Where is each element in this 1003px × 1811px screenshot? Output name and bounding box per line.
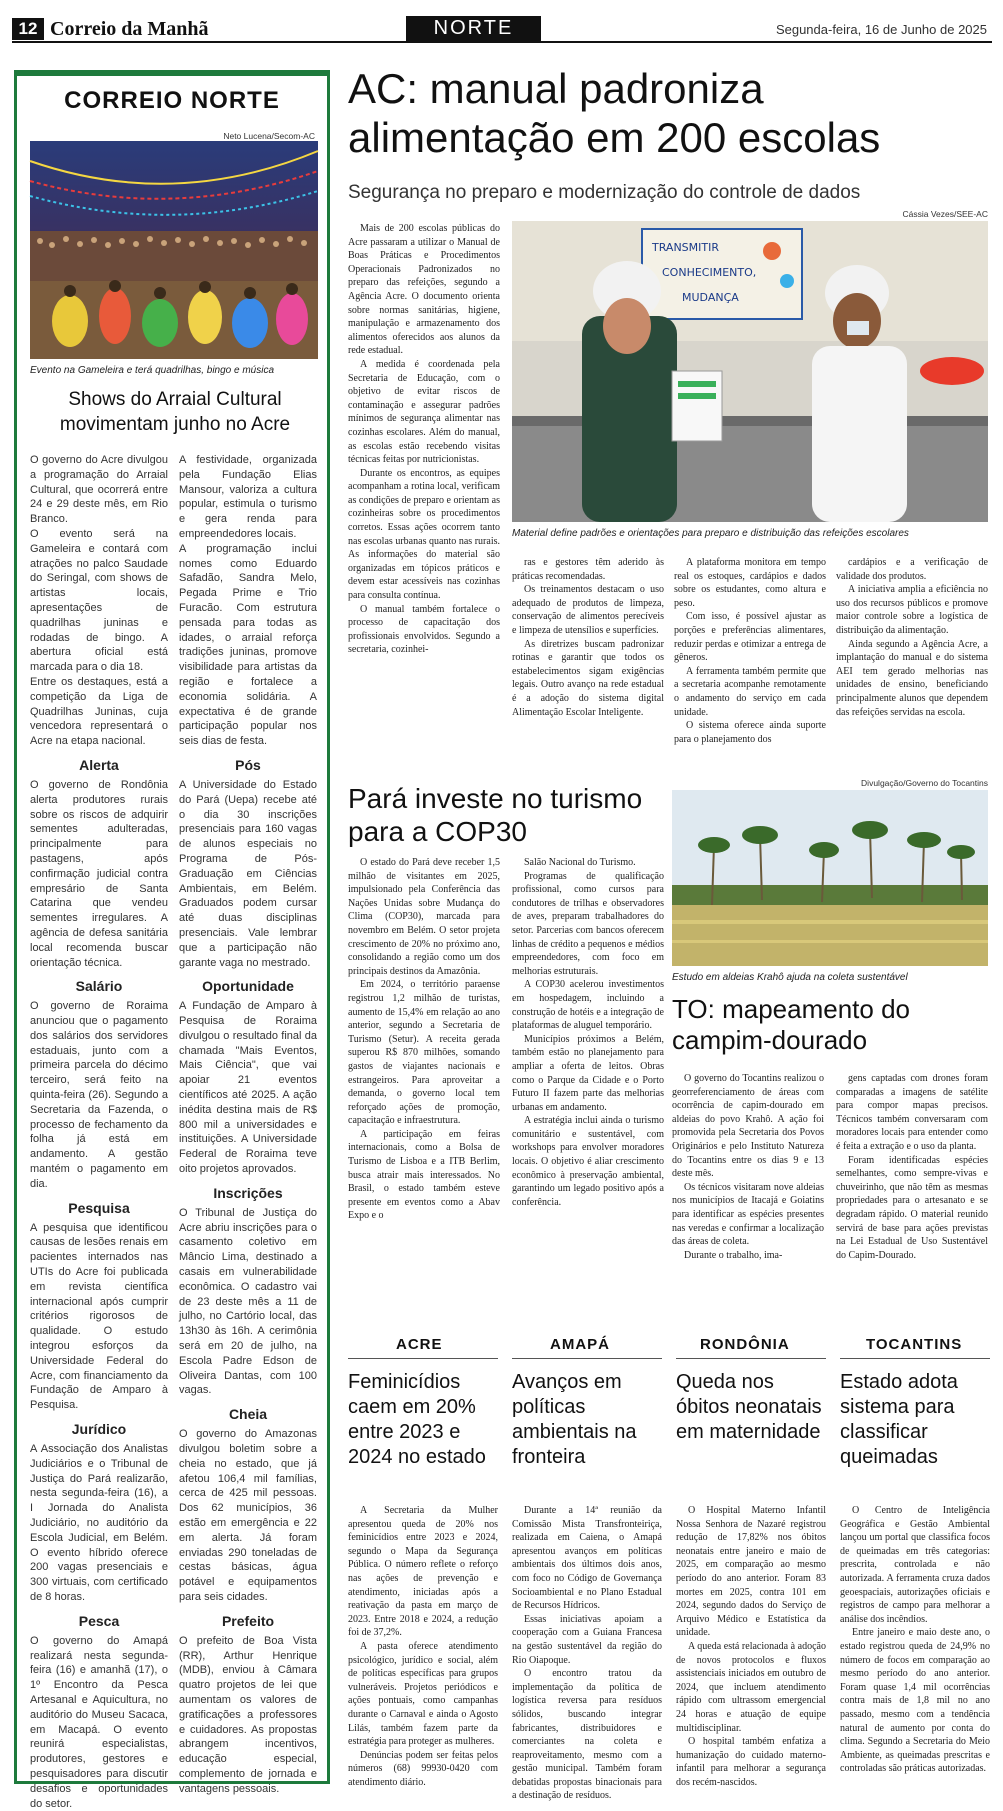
page-header [0,0,1003,40]
photo-caption: Evento na Gameleira e terá quadrilhas, bingo e música [30,365,275,376]
article-paragraph: As diretrizes buscam padronizar rotinas e garantir que todos os estabelecimentos sigam exigências legais. Outro avanço na rede estadual é a adoção do sistema digital Alimentação Escolar Inteligente. [512,638,664,718]
main-subheadline: Segurança no preparo e modernização do controle de dados [348,182,861,203]
to-article-column-2 [836,1072,988,1262]
article-paragraph: A pasta oferece atendimento psicológico, jurídico e social, além de políticas específicas para grupos vulneráveis. Projetos periódicos e ações pontuais, como campanhas durante o Carnaval e ainda o Agosto Lilás, também fazem parte da estratégia para proteger as mulheres. [348,1640,498,1748]
article-paragraph: O encontro tratou da implementação da política de logística reversa para resíduos sólidos, buscando integrar fabricantes, distribuidores e comerciantes na coleta e reaproveitamento, mesmo com a gestão municipal. Também foram debatidas propostas binacionais para a destinação de resíduos. [512,1668,662,1802]
pa-article-column-2 [512,856,664,1209]
article-paragraph: A iniciativa amplia a eficiência no uso dos recursos públicos e promove maior controle sobre a logística de distribuição da alimentação. [836,584,988,636]
article-paragraph: Mais de 200 escolas públicas do Acre passaram a utilizar o Manual de Boas Práticas e Procedimentos Operacionais Padronizados no preparo das refeições, segundo a Agência Acre. O documento orienta sobre normas sanitárias, higiene, manipulação e armazenamento dos alimentos oferecidos aos alunos da rede estadual. [348,223,500,357]
article-paragraph: Os técnicos visitaram nove aldeias nos municípios de Itacajá e Goiatins para identificar as espécies presentes nas veredas e confirmar a localização das áreas de coleta. [672,1181,824,1248]
brief-paragraph: Entre os destaques, está a competição da Liga de Quadrilhas Juninas, cuja vencedora representará o Acre na etapa nacional. [30,675,168,748]
brief-heading: Pesca [78,1612,120,1629]
sidebar-right-column [179,453,317,1797]
tocantins-headline: Estado adota sistema para classificar queimadas [840,1371,958,1468]
brief-paragraph: A pesquisa que identificou causas de lesões renais em pacientes internados nas UTIs do Acre foi publicada em revista científica internacional após cumprir critérios rigorosos de qualidade. O estudo integrou esforços da Universidade Federal do Acre, com financiamento da Fundação de Amparo à Pesquisa. [30,1221,168,1412]
main-headline: AC: manual padroniza alimentação em 200 escolas [348,65,881,161]
state-label-rondonia: RONDÔNIA [700,1336,790,1353]
article-paragraph: Durante o trabalho, ima- [684,1249,783,1261]
article-paragraph: Denúncias podem ser feitas pelos números (68) 99930-0420 com atendimento diário. [348,1749,498,1788]
festival-photo [30,141,318,359]
page-number: 12 [12,18,44,40]
board-text-line-2: CONHECIMENTO, [662,266,757,279]
article-paragraph: Em 2024, o território paraense registrou 1,2 milhão de turistas, aumento de 15,4% em relação ao ano anterior, segundo a Secretaria de Turismo (Setur). A receita gerada superou R$ 870 milhões, somando gastos de viajantes nacionais e estrangeiros. Para aproveitar a demanda, o governo local tem reforçado ações de promoção, capacitação e infraestrutura. [348,979,500,1127]
state-label-amapa: AMAPÁ [550,1336,610,1353]
article-paragraph: A medida é coordenada pela Secretaria de Educação, com o objetivo de evitar riscos de contaminação e assegurar padrões mínimos de segurança alimentar nas cozinhas escolares. Além do manual, as escolas estão recebendo visitas técnicas feitas por nutricionistas. [348,358,500,466]
article-paragraph: Municípios próximos a Belém, também estão no planejamento para ampliar a oferta de leitos. Obras como o Parque da Cidade e o Porto Futuro II fazem parte das melhorias urbanas em andamento. [512,1033,664,1113]
brief-paragraph: A Universidade do Estado do Pará (Uepa) recebe até o dia 30 inscrições presenciais para 160 vagas de alunos especiais no Programa de Pós-Graduação em Ciências Ambientais, em Belém. Graduados podem cursar até duas disciplinas presenciais. Vale lembrar que a participação não garante vaga no mestrado. [179,778,317,969]
state-divider [840,1358,990,1359]
photo-credit: Divulgação/Governo do Tocantins [861,778,988,788]
article-paragraph: Durante a 14ª reunião da Comissão Mista Transfronteiriça, realizada em Caiena, o Amapá apresentou avanços em políticas ambientais dos últimos dois anos, com foco no Código de Governança Socioambiental e no Plano Estadual de Recursos Hídricos. [512,1505,662,1612]
board-text-line-1: TRANSMITIR [652,241,719,254]
sidebar-title: CORREIO NORTE [64,87,280,114]
article-paragraph: O sistema oferece ainda suporte para o planejamento dos [674,720,826,745]
state-label-acre: ACRE [396,1336,443,1353]
article-paragraph: gens captadas com drones foram comparadas a imagens de satélite para compor mapas precisos. Técnicos também conversaram com moradores locais para entender como é feita a extração e o uso da planta. [836,1073,988,1152]
brief-paragraph: O evento será na Gameleira e contará com atrações no palco Saudade do Seringal, com shows de artistas locais, apresentações de quadrilhas juninas e rodadas de bingo. A abertura oficial está marcada para o dia 18. [30,527,168,674]
brief-paragraph: A Fundação de Amparo à Pesquisa de Roraima divulgou o resultado final da chamada "Mais Eventos, Mais Ciência", que vai apoiar 21 eventos científicos até 2025. A ação inédita destina mais de R$ 800 mil a universidades e instituições. A Universidade Federal de Roraima teve oito projetos aprovados. [179,1000,317,1176]
state-divider [512,1358,662,1359]
state-divider [348,1358,498,1359]
article-paragraph: A ferramenta também permite que a secretaria acompanhe remotamente o andamento do serviço em cada unidade. [674,665,826,718]
photo-caption: Material define padrões e orientações para preparo e distribuição das refeições escolares [512,528,909,539]
article-paragraph: A plataforma monitora em tempo real os estoques, cardápios e dados sobre os estudantes, como altura e peso. [674,557,826,609]
photo-credit: Cássia Vezes/SEE-AC [902,209,988,219]
ac-article-column-1 [348,222,500,657]
sidebar-correio-norte [14,72,330,1810]
section-label: NORTE [406,16,541,41]
article-paragraph: O Centro de Inteligência Geográfica e Gestão Ambiental lançou um portal que classifica focos de queimadas em três categorias: prescrita, controlada e não autorizada. A ferramenta cruza dados geoespaciais, autorizações oficiais e registros de campo para melhorar a análise dos incêndios. [840,1505,990,1625]
issue-date: Segunda-feira, 16 de Junho de 2025 [775,22,987,37]
article-paragraph: A participação em feiras internacionais, como a Bolsa de Turismo de Lisboa e a ITB Berlim, busca atrair mais interessados. No Brasil, o estado também esteve presente em eventos como a Abav Expo e o [348,1128,500,1222]
brief-paragraph: O governo do Amazonas divulgou boletim sobre a cheia no estado, que já afetou 106,4 mil famílias, cerca de 425 mil pessoas. Dos 62 municípios, 36 estão em emergência e 22 em alerta. Já foram enviadas 290 toneladas de cestas básicas, água potável e equipamentos para seis cidades. [179,1428,317,1603]
article-paragraph: A Secretaria da Mulher apresentou queda de 20% nos feminicídios entre 2023 e 2024, segundo o Mapa da Segurança Pública. O número reflete o reforço nas ações de prevenção e atendimento, iniciadas após a reativação da pasta em março de 2023. Entre 2018 e 2024, a redução foi de 37,2%. [348,1505,498,1639]
sidebar-headline: Shows do Arraial Cultural movimentam junho no Acre [59,389,291,435]
to-article-column-1 [672,1072,824,1262]
pa-headline: Pará investe no turismo para a COP30 [348,783,643,847]
pa-article-column-1 [348,856,500,1223]
brief-heading: Salário [75,978,123,995]
brief-paragraph: A programação inclui nomes como Eduardo Safadão, Sandra Melo, Pegada Prime e Trio Furacão. Com estrutura pensada para todas as idades, o arraial reforça tradições juninas, promove visibilidade para artistas da região e fortalece a economia solidária. A expectativa é de grande participação popular nos seis dias de festa. [179,542,317,748]
amapa-headline: Avanços em políticas ambientais na fronteira [512,1371,637,1468]
article-paragraph: ras e gestores têm aderido às práticas recomendadas. [512,557,664,582]
article-paragraph: Os treinamentos destacam o uso adequado de produtos de limpeza, conservação de alimentos perecíveis e limpeza de utensílios e superfícies. [512,584,664,636]
article-paragraph: O estado do Pará deve receber 1,5 milhão de visitantes em 2025, impulsionado pela Conferência das Nações Unidas sobre Mudança do Clima (COP30), marcada para novembro em Belém. O setor projeta crescimento de 20% no próximo ano, consolidando a região como um dos principais destinos da Amazônia. [348,857,500,977]
article-paragraph: Com isso, é possível ajustar as porções e preferências alimentares, reduzir perdas e otimizar a entrega de gêneros. [674,611,826,664]
header-divider [12,41,992,43]
brief-paragraph: O governo do Acre divulgou a programação do Arraial Cultural, que ocorrerá entre 24 e 29 deste mês, em Rio Branco. [30,454,168,526]
article-paragraph: Durante os encontros, as equipes acompanham a rotina local, verificam as condições de preparo e orientam as cozinheiras sobre os procedimentos corretos. Essas ações ocorrem tanto nas escolas urbanas quanto nas rurais. As informações do material são organizadas em tópicos práticos e devem estar acessíveis nas cozinhas para consulta contínua. [348,467,500,602]
sidebar-left-column [30,453,168,1811]
brief-paragraph: O Tribunal de Justiça do Acre abriu inscrições para o casamento coletivo em Mâncio Lima, destinado a casais em vulnerabilidade econômica. O cadastro vai de 23 deste mês a 11 de julho, no Cartório local, das 13h30 às 16h. A cerimônia será em 20 de julho, na Escola Padre Edson de Oliveira Dantas, com 100 vagas. [179,1206,317,1397]
ac-article-column-3 [674,556,826,746]
photo-credit: Neto Lucena/Secom-AC [223,131,315,141]
ac-article-column-4 [836,556,988,719]
state-divider [676,1358,826,1359]
brief-paragraph: O governo de Rondônia alerta produtores rurais sobre os riscos de adquirir sementes adulteradas, principalmente para pastagens, após confirmação judicial contra empresário de Santa Catarina que vendeu sementes irregulares. A agência de defesa sanitária local recomenda buscar orientação técnica. [30,778,168,969]
brief-paragraph: O prefeito de Boa Vista (RR), Arthur Henrique (MDB), enviou à Câmara quatro projetos de lei que aumentam os valores de gratificações a professores e cuidadores. As propostas abrangem incentivos, educação especial, complemento de jornada e vantagens pessoais. [179,1634,317,1795]
state-label-tocantins: TOCANTINS [866,1336,963,1353]
article-paragraph: O Hospital Materno Infantil Nossa Senhora de Nazaré registrou redução de 17,82% nos óbitos neonatais entre janeiro e maio de 2025, em comparação ao mesmo período do ano anterior. Foram 83 mortes em 2025, contra 101 em 2024, segundo dados do Serviço de Arquivo Médico e Estatística da unidade. [676,1505,826,1639]
brief-heading: Prefeito [221,1612,275,1629]
brief-paragraph: O governo de Roraima anunciou que o pagamento dos salários dos servidores estaduais, junto com a primeira parcela do décimo terceiro, será feito na quinta-feira (26). Segundo a Secretaria da Fazenda, o processo de fechamento da folha já está em andamento. A gestão mantém o pagamento em dia. [30,1000,168,1190]
board-text-line-3: MUDANÇA [682,291,739,304]
school-kitchen-photo [512,221,988,522]
tocantins-body [840,1504,990,1776]
article-paragraph: Essas iniciativas apoiam a cooperação com a Guiana Francesa na gestão sustentável da região do Rio Oiapoque. [512,1613,662,1666]
article-paragraph: A estratégia inclui ainda o turismo comunitário e sustentável, com workshops para envolver moradores locais. O objetivo é aliar crescimento econômico à preservação ambiental, garantindo um legado positivo após a conferência. [512,1115,664,1208]
brief-heading: Inscrições [213,1184,283,1201]
article-paragraph: Foram identificadas espécies semelhantes, como sempre-vivas e chuveirinho, que não têm as mesmas propriedades para o artesanato e se degradam rápido. O material reunido servirá de base para ações previstas na Lei Estadual de Uso Sustentável do Capim-Dourado. [836,1154,988,1261]
amapa-body [512,1504,662,1803]
rondonia-body [676,1504,826,1789]
brief-heading: Jurídico [71,1421,127,1438]
brief-heading: Pós [235,756,261,773]
brief-heading: Cheia [228,1406,268,1423]
cerrado-landscape-photo [672,790,988,966]
brief-paragraph: A festividade, organizada pela Fundação Elias Mansour, valoriza a cultura popular, estimula o turismo e gera renda para empreendedores locais. [179,454,317,540]
article-paragraph: Programas de qualificação profissional, como cursos para condutores de trilhas e observadores de aves, preparam trabalhadores do setor. Parcerias com bancos oferecem linhas de crédito a pequenos e médios empreendedores, com foco em melhorias estruturais. [512,870,664,977]
newspaper-name: Correio da Manhã [50,18,209,40]
acre-body [348,1504,498,1789]
brief-heading: Alerta [79,756,119,773]
article-paragraph: cardápios e a verificação de validade dos produtos. [836,557,988,582]
rondonia-headline: Queda nos óbitos neonatais em maternidade [676,1371,822,1443]
article-paragraph: O governo do Tocantins realizou o georreferenciamento de áreas com ocorrência de capim-dourado em aldeias do povo Krahô. A ação foi promovida pela Secretaria dos Povos Originários e pelo Instituto Natureza do Tocantins entre os dias 9 e 13 deste mês. [672,1073,824,1180]
ac-article-column-2 [512,556,664,719]
brief-heading: Pesquisa [68,1199,130,1216]
article-paragraph: A COP30 acelerou investimentos em hospedagem, incluindo a construção de hotéis e a integração de plataformas de aluguel temporário. [512,979,664,1032]
brief-paragraph: A Associação dos Analistas Judiciários e o Tribunal de Justiça do Pará realizarão, nesta segunda-feira (16), a I Jornada do Analista Judiciário, no auditório da Escola Judicial, em Belém. O evento híbrido oferece 200 vagas presenciais e 300 virtuais, com certificado de 8 horas. [30,1443,168,1603]
brief-heading: Oportunidade [202,978,294,995]
article-paragraph: A queda está relacionada à adoção de novos protocolos e fluxos assistenciais iniciados em outubro de 2024, que incluem atendimento rápido com ultrassom emergencial 24 horas e atuação de equipe multidisciplinar. [676,1640,826,1734]
article-paragraph: O manual também fortalece o processo de capacitação dos profissionais envolvidos. Segundo a secretaria, cozinhei- [348,603,500,656]
acre-headline: Feminicídios caem em 20% entre 2023 e 2024 no estado [348,1371,486,1468]
article-paragraph: Entre janeiro e maio deste ano, o estado registrou queda de 24,9% no número de focos em comparação ao mesmo período do ano anterior. Foram quase 1,4 mil ocorrências contra mais de 1,8 mil no ano passado, mesmo com a tendência natural de aumento por conta do clima. Segundo a Secretaria do Meio Ambiente, as queimadas prescritas e controladas são práticas autorizadas. [840,1627,990,1775]
to-headline: TO: mapeamento do campim-dourado [672,994,910,1055]
article-paragraph: Salão Nacional do Turismo. [524,857,636,868]
brief-paragraph: O governo do Amapá realizará nesta segunda-feira (16) e amanhã (17), o 1º Encontro da Pesca Artesanal e Aquicultura, no auditório do Museu Sacaca, em Macapá. O evento reunirá especialistas, produtores, gestores e pesquisadores para discutir desafios e oportunidades do setor. [30,1634,168,1810]
article-paragraph: O hospital também enfatiza a humanização do cuidado materno-infantil para melhorar a segurança dos recém-nascidos. [676,1736,826,1788]
photo-caption: Estudo em aldeias Krahô ajuda na coleta sustentável [672,972,908,983]
article-paragraph: Ainda segundo a Agência Acre, a implantação do manual e do sistema AEI tem gerado melhorias nas unidades de ensino, beneficiando principalmente alunos que dependem das refeições servidas na escola. [836,638,988,718]
